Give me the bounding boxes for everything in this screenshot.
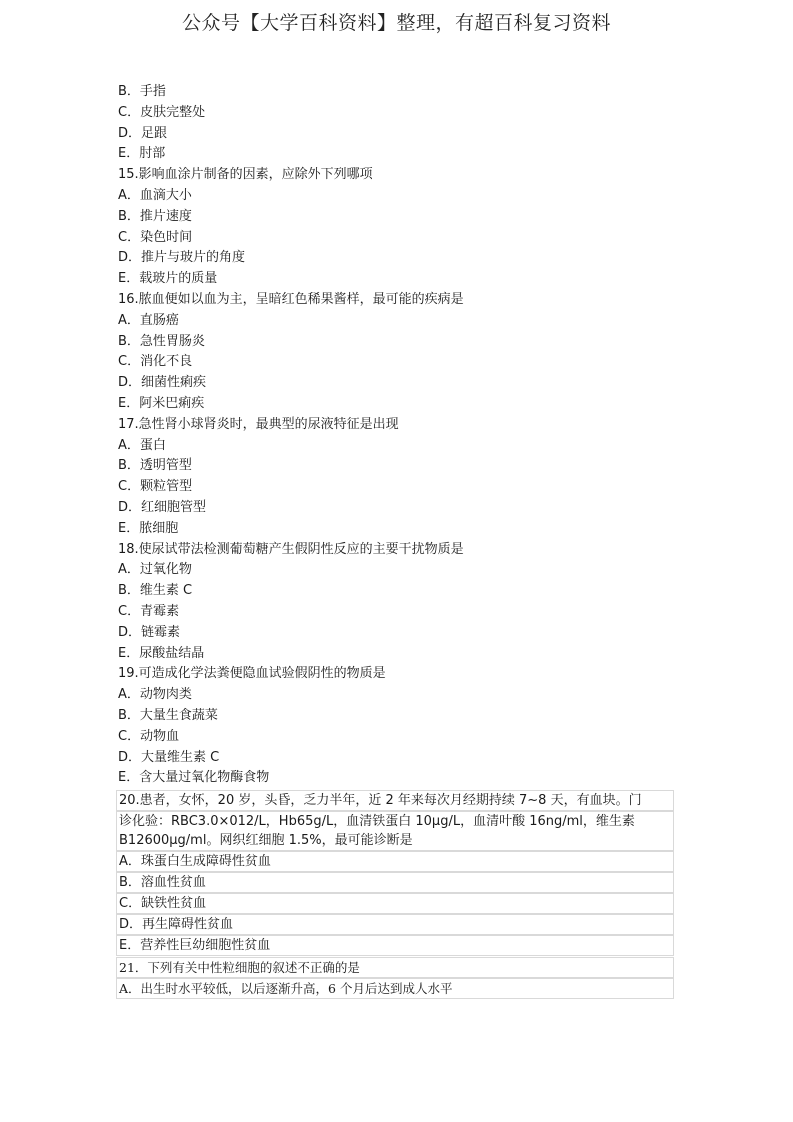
question-20-option-e: E．营养性巨幼细胞性贫血: [116, 935, 674, 956]
question-20-lines-2-3: [116, 811, 674, 851]
text-line: D．细菌性痢疾: [118, 375, 207, 391]
text-line: C．颗粒管型: [118, 479, 193, 495]
question-list: [118, 82, 678, 789]
text-line: C．消化不良: [118, 354, 193, 370]
question-20-line-1: 20.患者，女怀，20 岁，头昏，乏力半年，近 2 年来每次月经期持续 7~8 天，有血块。门: [116, 790, 674, 811]
question-20-option-a: A．珠蛋白生成障碍性贫血: [116, 851, 674, 872]
question-21-option-a: A．出生时水平较低，以后逐渐升高，6 个月后达到成人水平: [116, 978, 674, 999]
text-line: A．动物肉类: [118, 687, 192, 703]
text-line: B．大量生食蔬菜: [118, 707, 218, 723]
text-line: B．急性胃肠炎: [118, 333, 205, 349]
text-line: C．皮肤完整处: [118, 104, 206, 120]
text-line: D．链霉素: [118, 624, 181, 640]
text-line: D．大量维生素 C: [118, 749, 220, 765]
text-line: E．肘部: [118, 146, 166, 162]
text-line: D．红细胞管型: [118, 499, 207, 515]
text-line: E．尿酸盐结晶: [118, 645, 205, 661]
question-20-option-b: B．溶血性贫血: [116, 872, 674, 893]
question-19: 19.可造成化学法粪便隐血试验假阴性的物质是: [118, 666, 386, 682]
text-line: E．阿米巴痢疾: [118, 395, 205, 411]
question-20-line-2: 诊化验：RBC3.0×012/L，Hb65g/L，血清铁蛋白 10μg/L，血清叶酸 16ng/ml，维生素: [119, 814, 635, 829]
text-line: C．动物血: [118, 728, 180, 744]
question-21: 21．下列有关中性粒细胞的叙述不正确的是: [116, 957, 674, 978]
page-header: 公众号【大学百科资料】整理，有超百科复习资料: [181, 12, 611, 34]
text-line: D．推片与玻片的角度: [118, 250, 246, 266]
question-15: 15.影响血涂片制备的因素，应除外下列哪项: [118, 167, 373, 183]
text-line: B．透明管型: [118, 458, 192, 474]
text-line: B．手指: [118, 84, 166, 99]
question-18: 18.使尿试带法检测葡萄糖产生假阴性反应的主要干扰物质是: [118, 541, 464, 557]
text-line: E．载玻片的质量: [118, 271, 218, 287]
question-20-option-c: C．缺铁性贫血: [116, 893, 674, 914]
text-line: A．直肠癌: [118, 312, 179, 328]
text-line: E．含大量过氧化物酶食物: [118, 770, 270, 786]
text-line: B．推片速度: [118, 208, 192, 224]
text-line: E．脓细胞: [118, 520, 179, 536]
question-17: 17.急性肾小球肾炎时，最典型的尿液特征是出现: [118, 416, 399, 432]
text-line: D．足跟: [118, 125, 168, 141]
text-line: A．蛋白: [118, 437, 166, 453]
text-line: B．维生素 C: [118, 583, 193, 599]
text-line: A．血滴大小: [118, 187, 192, 203]
text-line: C．青霉素: [118, 603, 180, 619]
text-line: C．染色时间: [118, 229, 193, 245]
question-16: 16.脓血便如以血为主，呈暗红色稀果酱样，最可能的疾病是: [118, 291, 464, 307]
question-20-option-d: D．再生障碍性贫血: [116, 914, 674, 935]
text-line: A．过氧化物: [118, 562, 192, 578]
question-20-line-3: B12600μg/ml。网织红细胞 1.5%，最可能诊断是: [119, 833, 413, 848]
